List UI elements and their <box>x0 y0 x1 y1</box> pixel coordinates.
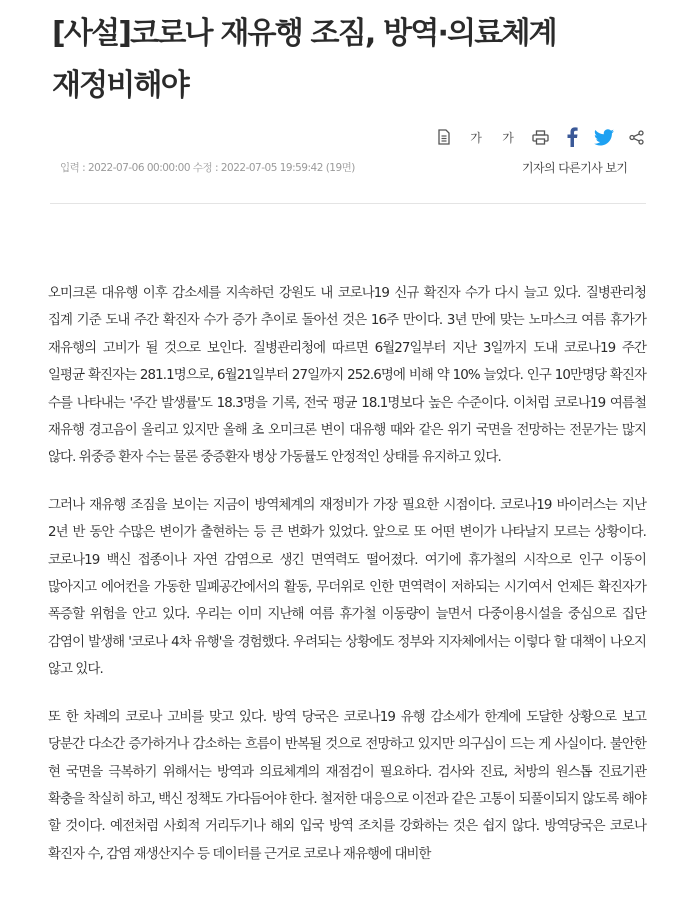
font-decrease-button[interactable] <box>460 124 492 150</box>
font-increase-label: 가 <box>502 130 514 145</box>
print-button[interactable] <box>524 124 556 150</box>
article-title: [사설]코로나 재유행 조짐, 방역·의료체계 재정비해야 <box>52 16 556 103</box>
article-toolbar <box>428 124 652 150</box>
article-paragraph-1: 오미크론 대유행 이후 감소세를 지속하던 강원도 내 코로나19 신규 확진자 수가 다시 늘고 있다. 질병관리청 집계 기준 도내 주간 확진자 수가 증가 추이로 돌아선 것은 16주 만이다. 3년 만에 맞는 노마스크 여름 휴가가 재유행의 고비가 될 것으로 보인다. 질병관리청에 따르면 6월27일부터 지난 3일까지 도내 코로나19 주간 일평균 확진자는 281.1명으로, 6월21일부터 27일까지 252.6명에 비해 약 10% 늘었다. 인구 10만명당 확진자 수를 나타내는 '주간 발생률'도 18.3명을 기록, 전국 평균 18.1명보다 높은 수준이다. 이처럼 코로나19 여름철 재유행 경고음이 울리고 있지만 올해 초 오미크론 변이 대유행 때와 같은 위기 국면을 전망하는 전문가는 많지 않다. 위중증 환자 수는 물론 중증환자 병상 가동률도 안정적인 상태를 유지하고 있다. <box>48 286 646 466</box>
twitter-share-button[interactable] <box>588 124 620 150</box>
facebook-icon <box>567 127 578 147</box>
print-icon <box>532 130 549 145</box>
font-decrease-label: 가 <box>470 130 482 145</box>
document-button[interactable] <box>428 124 460 150</box>
share-button[interactable] <box>620 124 652 150</box>
header-divider <box>50 203 646 204</box>
font-increase-button[interactable] <box>492 124 524 150</box>
article-body <box>48 280 646 888</box>
facebook-share-button[interactable] <box>556 124 588 150</box>
share-icon <box>629 130 644 145</box>
reporter-other-articles-link[interactable]: 기자의 다른기사 보기 <box>522 161 628 175</box>
document-icon <box>437 129 451 145</box>
twitter-icon <box>594 129 614 146</box>
article-timestamps: 입력 : 2022-07-06 00:00:00 수정 : 2022-07-05 19:59:42 (19면) <box>60 162 355 174</box>
article-paragraph-2: 그러나 재유행 조짐을 보이는 지금이 방역체계의 재정비가 가장 필요한 시점이다. 코로나19 바이러스는 지난 2년 반 동안 수많은 변이가 출현하는 등 큰 변화가 있었다. 앞으로 또 어떤 변이가 나타날지 모르는 상황이다. 코로나19 백신 접종이나 자연 감염으로 생긴 면역력도 떨어졌다. 여기에 휴가철의 시작으로 인구 이동이 많아지고 에어컨을 가동한 밀폐공간에서의 활동, 무더위로 인한 면역력이 저하되는 시기여서 언제든 확진자가 폭증할 위험을 안고 있다. 우리는 이미 지난해 여름 휴가철 이동량이 늘면서 다중이용시설을 중심으로 집단 감염이 발생해 '코로나 4차 유행'을 경험했다. 우려되는 상황에도 정부와 지자체에서는 이렇다 할 대책이 나오지 않고 있다. <box>48 497 646 678</box>
article-paragraph-3: 또 한 차례의 코로나 고비를 맞고 있다. 방역 당국은 코로나19 유행 감소세가 한계에 도달한 상황으로 보고 당분간 다소간 증가하거나 감소하는 흐름이 반복될 것으로 전망하고 있지만 의구심이 드는 게 사실이다. 불안한 현 국면을 극복하기 위해서는 방역과 의료체계의 재점검이 필요하다. 검사와 진료, 처방의 원스톱 진료기관 확충을 착실히 하고, 백신 정책도 가다듬어야 한다. 철저한 대응으로 이전과 같은 고통이 되풀이되지 않도록 해야 할 것이다. 예전처럼 사회적 거리두기나 해외 입국 방역 조치를 강화하는 것은 쉽지 않다. 방역당국은 코로나 확진자 수, 감염 재생산지수 등 데이터를 근거로 코로나 재유행에 대비한 <box>48 709 646 862</box>
